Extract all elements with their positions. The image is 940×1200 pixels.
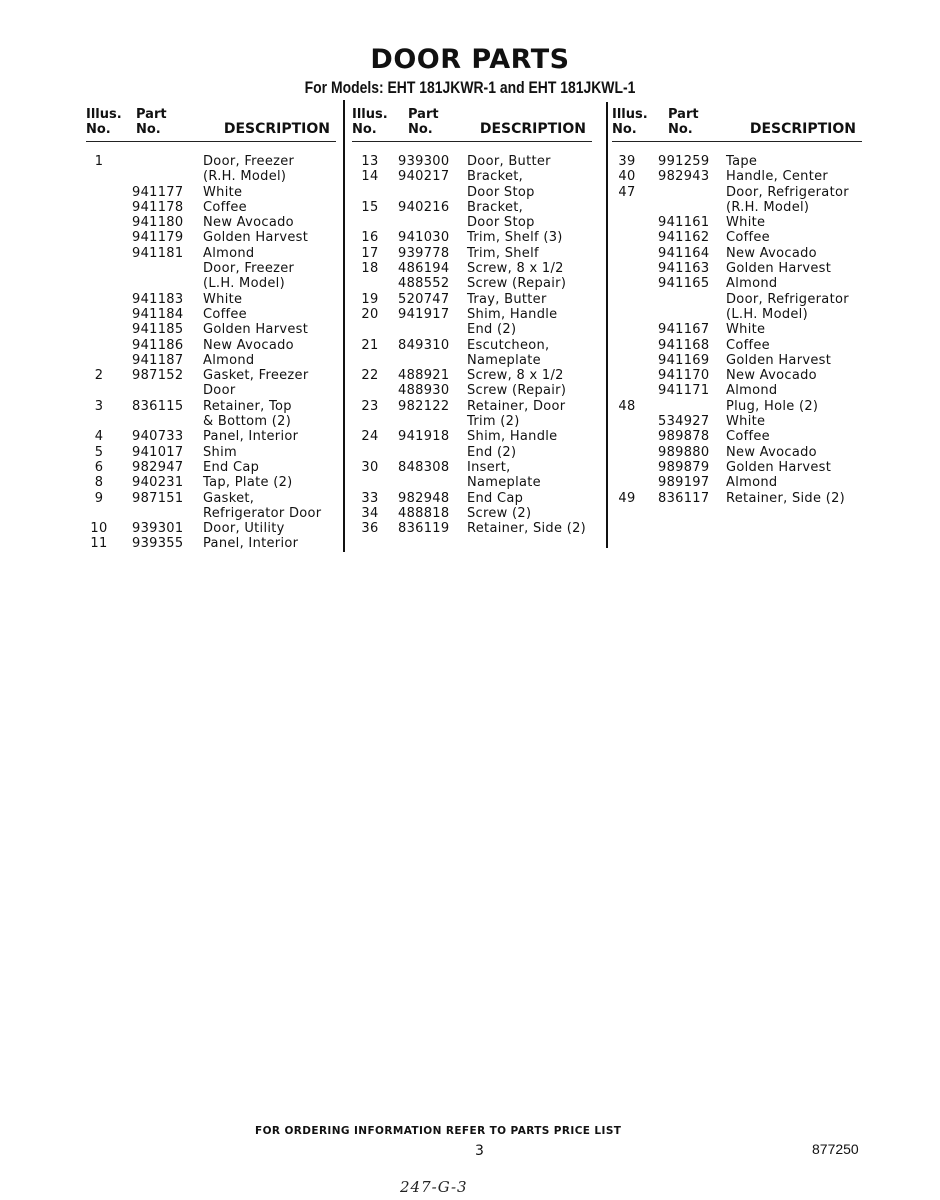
parts-row bbox=[86, 445, 336, 460]
column-header bbox=[612, 105, 862, 142]
part-no: 941017 bbox=[132, 444, 184, 460]
part-no: 941167 bbox=[658, 322, 710, 338]
part-no: 941161 bbox=[658, 215, 710, 231]
description: New Avocado bbox=[726, 245, 817, 261]
parts-row bbox=[86, 322, 336, 337]
parts-row bbox=[86, 460, 336, 475]
description: Golden Harvest bbox=[726, 459, 832, 475]
description: Shim, Handle bbox=[467, 429, 558, 445]
parts-row bbox=[352, 322, 592, 337]
header-part-line2: No. bbox=[668, 122, 693, 137]
column-header bbox=[352, 105, 592, 142]
description: Handle, Center bbox=[726, 169, 829, 185]
handwritten-annotation: 247-G-3 bbox=[400, 1178, 468, 1196]
description: Refrigerator Door bbox=[203, 505, 322, 521]
parts-row bbox=[86, 536, 336, 551]
part-no: 941183 bbox=[132, 291, 184, 307]
description: Golden Harvest bbox=[203, 230, 309, 246]
column-header bbox=[86, 105, 336, 142]
part-no: 488930 bbox=[398, 383, 450, 399]
part-no: 941171 bbox=[658, 383, 710, 399]
parts-row bbox=[612, 383, 862, 398]
part-no: 941168 bbox=[658, 337, 710, 353]
description: Screw (2) bbox=[467, 505, 532, 521]
description: Door, Utility bbox=[203, 521, 285, 537]
ordering-info-note: FOR ORDERING INFORMATION REFER TO PARTS PRICE LIST bbox=[255, 1125, 622, 1137]
description: End (2) bbox=[467, 322, 517, 338]
parts-row bbox=[86, 292, 336, 307]
illus-no: 21 bbox=[361, 337, 379, 353]
parts-row bbox=[612, 261, 862, 276]
description: Screw, 8 x 1/2 bbox=[467, 261, 564, 277]
part-no: 941178 bbox=[132, 199, 184, 215]
part-no: 534927 bbox=[658, 414, 710, 430]
part-no: 520747 bbox=[398, 291, 450, 307]
part-no: 941917 bbox=[398, 306, 450, 322]
part-no: 991259 bbox=[658, 154, 710, 169]
illus-no: 2 bbox=[94, 368, 104, 384]
description: Golden Harvest bbox=[726, 261, 832, 277]
description: Retainer, Door bbox=[467, 398, 566, 414]
description: & Bottom (2) bbox=[203, 414, 292, 430]
parts-row bbox=[612, 169, 862, 184]
header-illus-line2: No. bbox=[612, 122, 637, 137]
parts-row bbox=[352, 215, 592, 230]
illus-no: 10 bbox=[90, 521, 108, 537]
description: New Avocado bbox=[203, 337, 294, 353]
description: Panel, Interior bbox=[203, 536, 299, 552]
header-part-no bbox=[136, 107, 167, 137]
header-part-line1: Part bbox=[668, 107, 699, 122]
parts-row bbox=[352, 429, 592, 444]
description: White bbox=[203, 291, 243, 307]
description: Gasket, bbox=[203, 490, 255, 506]
part-no: 941162 bbox=[658, 230, 710, 246]
description: Almond bbox=[726, 475, 778, 491]
part-no: 941918 bbox=[398, 429, 450, 445]
parts-list bbox=[86, 154, 336, 552]
description: New Avocado bbox=[726, 368, 817, 384]
description: Bracket, bbox=[467, 199, 524, 215]
illus-no: 19 bbox=[361, 291, 379, 307]
header-part-line2: No. bbox=[136, 122, 161, 137]
illus-no: 15 bbox=[361, 199, 379, 215]
parts-row bbox=[352, 491, 592, 506]
part-no: 488921 bbox=[398, 368, 450, 384]
parts-row bbox=[352, 414, 592, 429]
parts-row bbox=[86, 475, 336, 490]
parts-row bbox=[86, 429, 336, 444]
illus-no: 4 bbox=[94, 429, 104, 445]
illus-no: 40 bbox=[618, 169, 636, 185]
description: Door bbox=[203, 383, 236, 399]
parts-row bbox=[352, 261, 592, 276]
part-no: 941164 bbox=[658, 245, 710, 261]
header-part-no bbox=[408, 107, 439, 137]
parts-row bbox=[612, 429, 862, 444]
description: Door, Freezer bbox=[203, 261, 295, 277]
description: End (2) bbox=[467, 444, 517, 460]
part-no: 941030 bbox=[398, 230, 450, 246]
parts-column-3 bbox=[612, 105, 862, 506]
illus-no: 13 bbox=[361, 154, 379, 169]
part-no: 849310 bbox=[398, 337, 450, 353]
header-illus-no bbox=[612, 107, 648, 137]
description: Shim, Handle bbox=[467, 306, 558, 322]
parts-row bbox=[86, 154, 336, 169]
description: White bbox=[726, 215, 766, 231]
illus-no: 24 bbox=[361, 429, 379, 445]
description: Screw (Repair) bbox=[467, 383, 567, 399]
description: Door Stop bbox=[467, 184, 535, 200]
parts-row bbox=[612, 322, 862, 337]
illus-no: 9 bbox=[94, 490, 104, 506]
parts-row bbox=[612, 215, 862, 230]
header-description: DESCRIPTION bbox=[223, 121, 330, 137]
part-no: 982948 bbox=[398, 490, 450, 506]
description: End Cap bbox=[203, 459, 260, 475]
parts-row bbox=[612, 475, 862, 490]
parts-row bbox=[86, 276, 336, 291]
illus-no: 6 bbox=[94, 459, 104, 475]
header-part-line1: Part bbox=[136, 107, 167, 122]
parts-row bbox=[352, 185, 592, 200]
illus-no: 11 bbox=[90, 536, 108, 552]
header-part-line2: No. bbox=[408, 122, 433, 137]
description: White bbox=[726, 322, 766, 338]
parts-row bbox=[352, 368, 592, 383]
description: Almond bbox=[203, 245, 255, 261]
description: Retainer, Side (2) bbox=[726, 490, 846, 506]
header-illus-line2: No. bbox=[86, 122, 111, 137]
part-no: 939355 bbox=[132, 536, 184, 552]
description: End Cap bbox=[467, 490, 524, 506]
description: Coffee bbox=[726, 337, 770, 353]
part-no: 940217 bbox=[398, 169, 450, 185]
part-no: 941180 bbox=[132, 215, 184, 231]
part-no: 982947 bbox=[132, 459, 184, 475]
illus-no: 30 bbox=[361, 459, 379, 475]
parts-row bbox=[86, 338, 336, 353]
parts-row bbox=[86, 399, 336, 414]
part-no: 486194 bbox=[398, 261, 450, 277]
description: Plug, Hole (2) bbox=[726, 398, 819, 414]
parts-row bbox=[352, 506, 592, 521]
header-illus-line2: No. bbox=[352, 122, 377, 137]
description: Almond bbox=[726, 383, 778, 399]
description: Nameplate bbox=[467, 352, 541, 368]
part-no: 488552 bbox=[398, 276, 450, 292]
parts-row bbox=[86, 521, 336, 536]
illus-no: 23 bbox=[361, 398, 379, 414]
parts-row bbox=[612, 292, 862, 307]
parts-row bbox=[612, 338, 862, 353]
illus-no: 5 bbox=[94, 444, 104, 460]
parts-row bbox=[612, 460, 862, 475]
parts-row bbox=[352, 383, 592, 398]
header-illus-no bbox=[86, 107, 122, 137]
parts-row bbox=[352, 460, 592, 475]
description: Coffee bbox=[203, 199, 247, 215]
description: Trim, Shelf bbox=[467, 245, 539, 261]
page-number: 3 bbox=[475, 1143, 484, 1159]
header-illus-line1: Illus. bbox=[86, 107, 122, 122]
parts-column-1 bbox=[86, 105, 336, 552]
description: Almond bbox=[203, 352, 255, 368]
description: Screw, 8 x 1/2 bbox=[467, 368, 564, 384]
description: Door, Refrigerator bbox=[726, 184, 849, 200]
illus-no: 1 bbox=[94, 154, 104, 169]
part-no: 939301 bbox=[132, 521, 184, 537]
part-no: 836119 bbox=[398, 521, 450, 537]
description: Trim (2) bbox=[467, 414, 520, 430]
column-divider bbox=[606, 102, 608, 548]
column-divider bbox=[343, 100, 345, 552]
part-no: 982943 bbox=[658, 169, 710, 185]
description: Door Stop bbox=[467, 215, 535, 231]
illus-no: 48 bbox=[618, 398, 636, 414]
description: Shim bbox=[203, 444, 237, 460]
description: Insert, bbox=[467, 459, 511, 475]
parts-row bbox=[612, 368, 862, 383]
parts-list bbox=[612, 154, 862, 506]
parts-row bbox=[612, 353, 862, 368]
illus-no: 33 bbox=[361, 490, 379, 506]
part-no: 939300 bbox=[398, 154, 450, 169]
parts-row bbox=[86, 414, 336, 429]
description: Panel, Interior bbox=[203, 429, 299, 445]
description: Trim, Shelf (3) bbox=[467, 230, 563, 246]
illus-no: 39 bbox=[618, 154, 636, 169]
part-no: 941179 bbox=[132, 230, 184, 246]
description: White bbox=[726, 414, 766, 430]
parts-row bbox=[352, 154, 592, 169]
page-title: DOOR PARTS bbox=[370, 44, 570, 75]
description: (R.H. Model) bbox=[203, 169, 287, 185]
part-no: 941185 bbox=[132, 322, 184, 338]
header-description: DESCRIPTION bbox=[749, 121, 856, 137]
parts-row bbox=[612, 276, 862, 291]
description: Door, Freezer bbox=[203, 154, 295, 169]
part-no: 982122 bbox=[398, 398, 450, 414]
description: Coffee bbox=[726, 230, 770, 246]
parts-row bbox=[612, 185, 862, 200]
header-part-no bbox=[668, 107, 699, 137]
part-no: 987152 bbox=[132, 368, 184, 384]
parts-row bbox=[352, 475, 592, 490]
illus-no: 16 bbox=[361, 230, 379, 246]
parts-row bbox=[86, 169, 336, 184]
illus-no: 17 bbox=[361, 245, 379, 261]
document-code: 877250 bbox=[812, 1141, 859, 1157]
description: Retainer, Top bbox=[203, 398, 292, 414]
part-no: 989880 bbox=[658, 444, 710, 460]
parts-row bbox=[612, 491, 862, 506]
parts-list bbox=[352, 154, 592, 536]
parts-row bbox=[352, 338, 592, 353]
parts-row bbox=[86, 353, 336, 368]
illus-no: 36 bbox=[361, 521, 379, 537]
parts-row bbox=[86, 246, 336, 261]
parts-row bbox=[86, 230, 336, 245]
part-no: 941184 bbox=[132, 306, 184, 322]
part-no: 941163 bbox=[658, 261, 710, 277]
description: Screw (Repair) bbox=[467, 276, 567, 292]
parts-row bbox=[86, 383, 336, 398]
description: Retainer, Side (2) bbox=[467, 521, 587, 537]
part-no: 941186 bbox=[132, 337, 184, 353]
parts-row bbox=[352, 169, 592, 184]
description: (L.H. Model) bbox=[726, 306, 808, 322]
parts-row bbox=[612, 399, 862, 414]
header-illus-no bbox=[352, 107, 388, 137]
parts-row bbox=[612, 246, 862, 261]
description: Nameplate bbox=[467, 475, 541, 491]
illus-no: 22 bbox=[361, 368, 379, 384]
header-illus-line1: Illus. bbox=[352, 107, 388, 122]
parts-row bbox=[612, 307, 862, 322]
header-description: DESCRIPTION bbox=[479, 121, 586, 137]
parts-row bbox=[612, 200, 862, 215]
part-no: 836117 bbox=[658, 490, 710, 506]
part-no: 989879 bbox=[658, 459, 710, 475]
parts-row bbox=[352, 230, 592, 245]
description: Coffee bbox=[203, 306, 247, 322]
description: Door, Butter bbox=[467, 154, 551, 169]
description: (R.H. Model) bbox=[726, 199, 810, 215]
parts-column-2 bbox=[352, 105, 592, 536]
part-no: 940231 bbox=[132, 475, 184, 491]
part-no: 939778 bbox=[398, 245, 450, 261]
illus-no: 18 bbox=[361, 261, 379, 277]
description: Almond bbox=[726, 276, 778, 292]
parts-row bbox=[352, 200, 592, 215]
description: Escutcheon, bbox=[467, 337, 550, 353]
parts-row bbox=[612, 154, 862, 169]
parts-row bbox=[352, 521, 592, 536]
part-no: 941181 bbox=[132, 245, 184, 261]
part-no: 941170 bbox=[658, 368, 710, 384]
description: Tap, Plate (2) bbox=[203, 475, 293, 491]
parts-row bbox=[86, 261, 336, 276]
part-no: 989197 bbox=[658, 475, 710, 491]
part-no: 941165 bbox=[658, 276, 710, 292]
parts-row bbox=[86, 368, 336, 383]
parts-row bbox=[352, 292, 592, 307]
illus-no: 3 bbox=[94, 398, 104, 414]
parts-row bbox=[352, 445, 592, 460]
part-no: 836115 bbox=[132, 398, 184, 414]
parts-row bbox=[86, 491, 336, 506]
illus-no: 34 bbox=[361, 505, 379, 521]
parts-row bbox=[86, 506, 336, 521]
part-no: 940216 bbox=[398, 199, 450, 215]
part-no: 941169 bbox=[658, 352, 710, 368]
illus-no: 8 bbox=[94, 475, 104, 491]
description: Door, Refrigerator bbox=[726, 291, 849, 307]
parts-row bbox=[352, 353, 592, 368]
description: Golden Harvest bbox=[203, 322, 309, 338]
parts-row bbox=[612, 445, 862, 460]
description: Gasket, Freezer bbox=[203, 368, 309, 384]
description: Tray, Butter bbox=[467, 291, 547, 307]
parts-row bbox=[86, 200, 336, 215]
description: Tape bbox=[726, 154, 758, 169]
part-no: 989878 bbox=[658, 429, 710, 445]
parts-row bbox=[352, 276, 592, 291]
parts-row bbox=[86, 307, 336, 322]
part-no: 941187 bbox=[132, 352, 184, 368]
parts-row bbox=[352, 399, 592, 414]
part-no: 940733 bbox=[132, 429, 184, 445]
part-no: 848308 bbox=[398, 459, 450, 475]
illus-no: 14 bbox=[361, 169, 379, 185]
part-no: 488818 bbox=[398, 505, 450, 521]
description: New Avocado bbox=[726, 444, 817, 460]
illus-no: 20 bbox=[361, 306, 379, 322]
parts-row bbox=[86, 215, 336, 230]
parts-row bbox=[612, 230, 862, 245]
parts-row bbox=[86, 185, 336, 200]
parts-row bbox=[612, 414, 862, 429]
models-subtitle: For Models: EHT 181JKWR-1 and EHT 181JKWL-1 bbox=[304, 78, 636, 97]
header-part-line1: Part bbox=[408, 107, 439, 122]
illus-no: 49 bbox=[618, 490, 636, 506]
description: New Avocado bbox=[203, 215, 294, 231]
description: Coffee bbox=[726, 429, 770, 445]
parts-row bbox=[352, 246, 592, 261]
description: Golden Harvest bbox=[726, 352, 832, 368]
parts-row bbox=[352, 307, 592, 322]
part-no: 987151 bbox=[132, 490, 184, 506]
part-no: 941177 bbox=[132, 184, 184, 200]
illus-no: 47 bbox=[618, 184, 636, 200]
description: (L.H. Model) bbox=[203, 276, 285, 292]
description: Bracket, bbox=[467, 169, 524, 185]
header-illus-line1: Illus. bbox=[612, 107, 648, 122]
description: White bbox=[203, 184, 243, 200]
